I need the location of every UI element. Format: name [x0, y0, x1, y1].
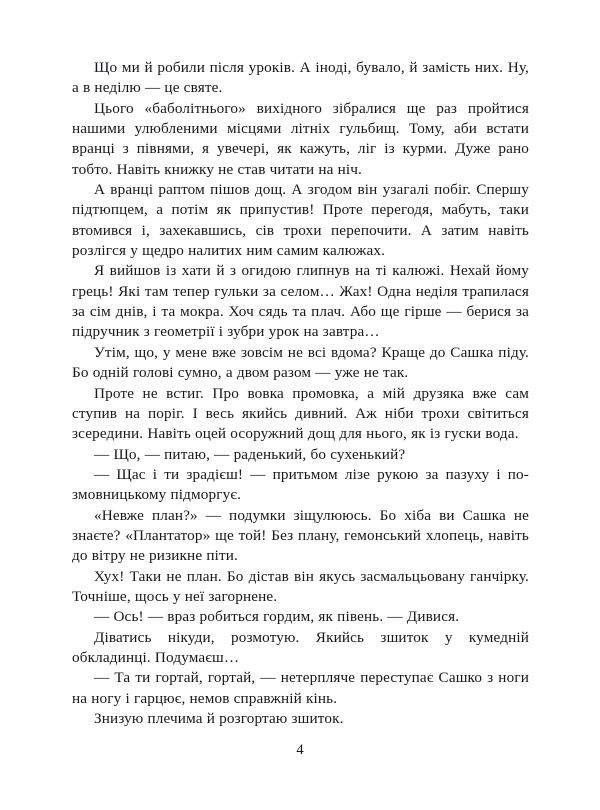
paragraph: Знизую плечима й розгортаю зшиток.	[94, 710, 344, 727]
paragraph: Що ми й робили після уроків. А іноді, бувало, й замість них. Ну, а в неділю — це святе.	[72, 59, 529, 97]
paragraph: А вранці раптом пішов дощ. А згодом він узагалі побіг. Спершу підтюпцем, а потім як припустив! Проте перегодя, мабуть, таки втомився і, захекавшись, сів трохи перепочити. А затим навіть розлігся у щедро налитих ним самим калюжах.	[72, 181, 529, 260]
page-text-body	[72, 58, 529, 729]
dialogue-line: — Щас і ти зрадієш! — притьмом лізе рукою за пазуху і по-змовницькому підморгує.	[72, 465, 529, 504]
dialogue-line: — Та ти гортай, гортай, — нетерпляче переступає Сашко з ноги на ногу і гарцює, немов справжній кінь.	[72, 669, 529, 707]
paragraph: Проте не встиг. Про вовка промовка, а мій друзяка вже сам ступив на поріг. І весь якийсь дивний. Аж ніби трохи світиться зсередини. Навіть оцей осоружний дощ для нього, як із гуски вода.	[72, 384, 529, 443]
paragraph: «Невже план?» — подумки зіщулююсь. Бо хіба ви Сашка не знаєте? «Плантатор» ще той! Без плану, гемонський хлопець, навіть до вітру не ризикне піти.	[72, 506, 529, 565]
paragraph: Хух! Таки не план. Бо дістав він якусь засмальцьовану ганчірку. Точніше, щось у неї загорнене.	[72, 567, 529, 605]
paragraph: Цього «баболітнього» вихідного зібралися ще раз пройтися нашими улюбленими місцями літніх гульбищ. Тому, аби встати вранці з півнями, я увечері, як кажуть, ліг із курми. Дуже рано тобто. Навіть книжку не став читати на ніч.	[72, 99, 529, 178]
dialogue-line: — Ось! — враз робиться гордим, як півень. — Дивися.	[94, 608, 460, 626]
paragraph: Діватись нікуди, розмотую. Якийсь зшиток у кумедній обкладинці. Подумаєш…	[72, 628, 529, 666]
paragraph: Утім, що, у мене вже зовсім не всі вдома? Краще до Сашка піду. Бо одній голові сумно, а двом разом — уже не так.	[72, 343, 529, 382]
page-number: 4	[296, 742, 304, 758]
dialogue-line: — Що, — питаю, — раденький, бо сухенький?	[94, 445, 406, 463]
paragraph: Я вийшов із хати й з огидою глипнув на ті калюжі. Нехай йому грець! Які там тепер гульки за селом… Жах! Одна неділя трапилася за сім днів, і та мокра. Хоч сядь та плач. Або ще гірше — берися за підручник з геометрії і зубри урок на завтра…	[72, 262, 529, 341]
